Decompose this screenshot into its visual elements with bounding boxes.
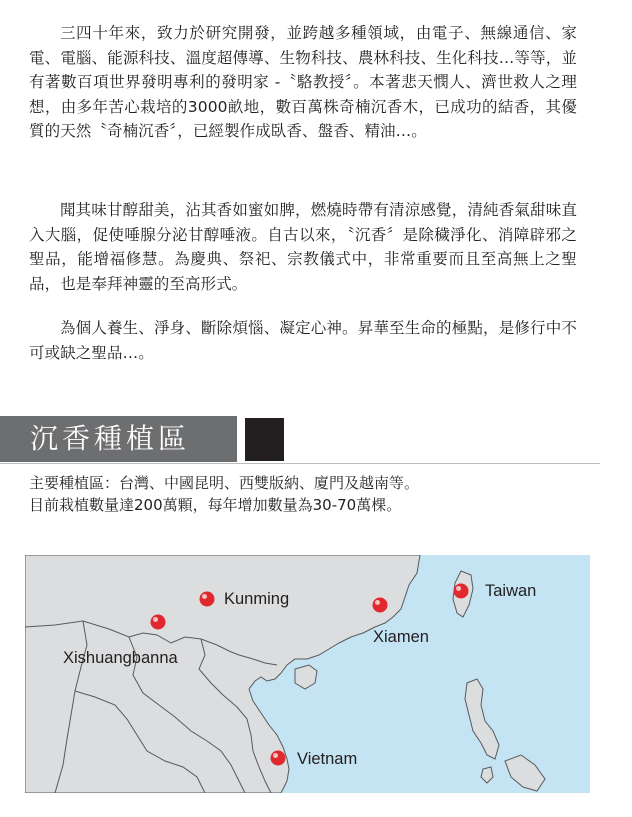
label-kunming: Kunming xyxy=(224,590,290,608)
planting-map xyxy=(25,555,590,793)
label-vietnam: Vietnam xyxy=(297,750,358,768)
label-xiamen: Xiamen xyxy=(373,628,429,646)
section-divider xyxy=(0,463,600,464)
label-taiwan: Taiwan xyxy=(485,582,537,600)
fragrance-paragraph: 聞其味甘醇甜美，沾其香如蜜如脾，燃燒時帶有清涼感覺，清純香氣甜味直入大腦，促使唾腺分泌甘醇唾液。自古以來，〝沉香〞是除穢淨化、消障辟邪之聖品，能增福修慧。為慶典、祭祀、宗教儀式中，非常重要而且至高無上之聖品，也是奉拜神靈的至高形式。 xyxy=(29,201,577,293)
intro-paragraph: 三四十年來，致力於研究開發，並跨越多種領域，由電子、無線通信、家電、電腦、能源科技、溫度超傳導、生物科技、農林科技、生化科技…等等，並有著數百項世界發明專利的發明家 -〝駱教授〞。本著悲天憫人、濟世救人之理想，由多年苦心栽培的3000畝地，數百萬株奇楠沉香木，已成功的結香，其優質的天然〝奇楠沉香〞，已經製作成臥香、盤香、精油…。 xyxy=(29,24,577,140)
map-svg xyxy=(25,555,590,793)
benefit-paragraph: 為個人養生、淨身、斷除煩惱、凝定心神。昇華至生命的極點，是修行中不可或缺之聖品…。 xyxy=(29,319,577,362)
label-xishuangbanna: Xishuangbanna xyxy=(63,649,178,667)
planting-areas-text: 主要種植區：台灣、中國昆明、西雙版納、廈門及越南等。 xyxy=(29,474,420,492)
planting-quantity-text: 目前栽植數量達200萬顆，每年增加數量為30-70萬棵。 xyxy=(29,496,402,514)
section-title: 沉香種植區 xyxy=(30,422,191,455)
section-header-block xyxy=(245,418,284,461)
